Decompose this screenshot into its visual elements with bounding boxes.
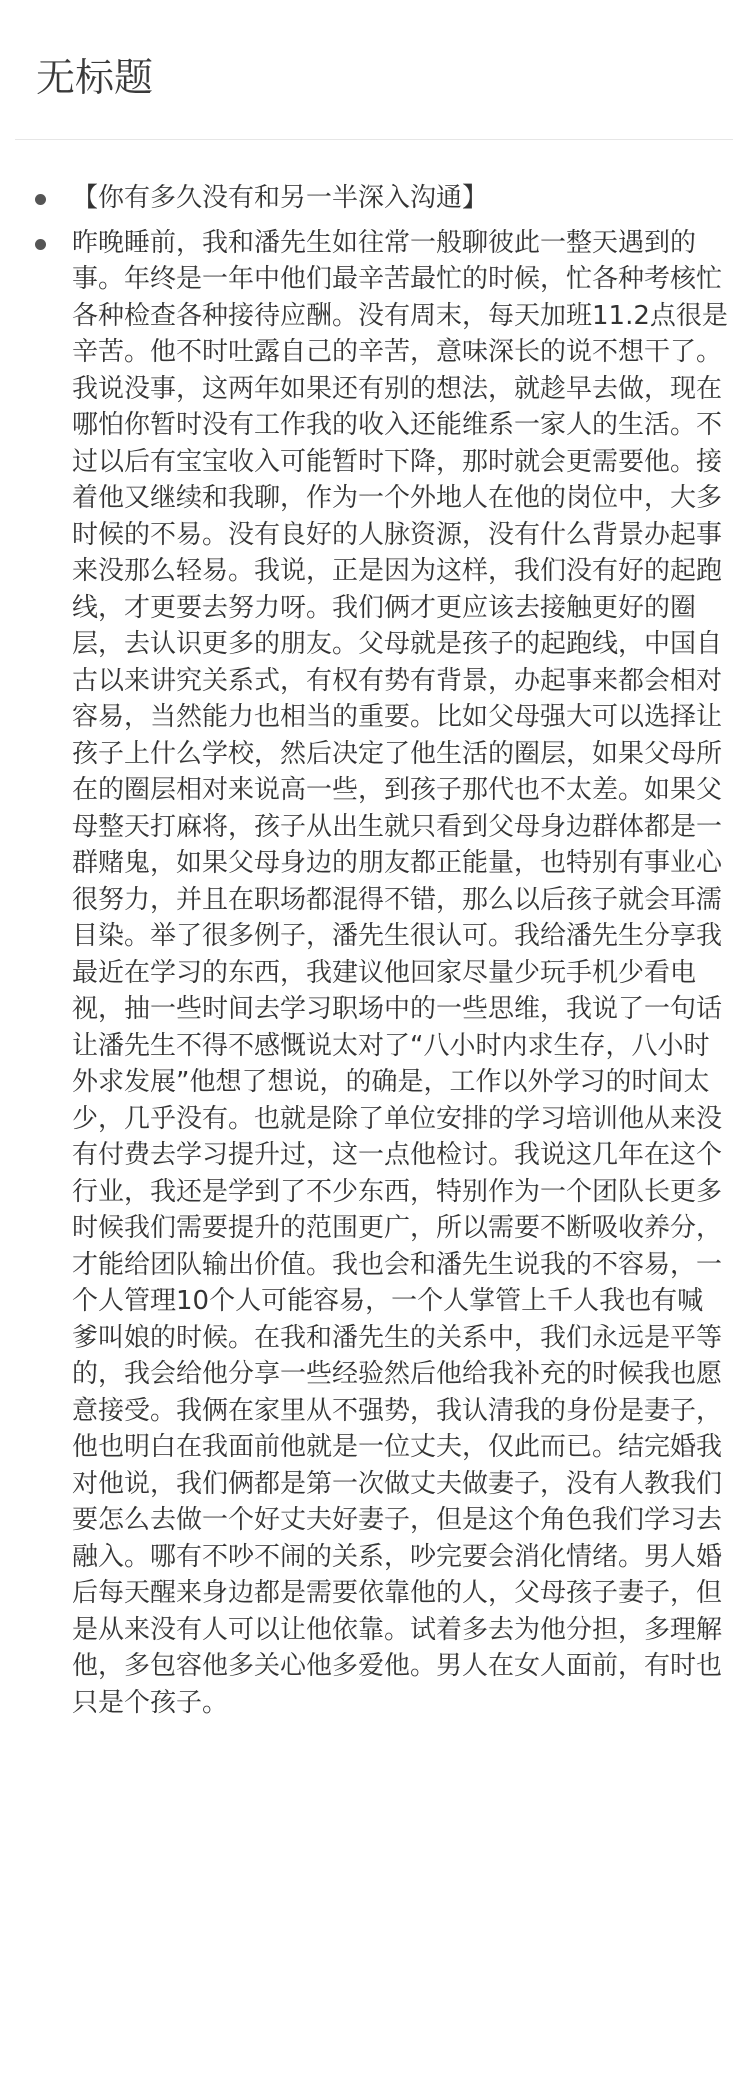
page-title: 无标题: [36, 56, 154, 101]
bullet-dot-icon: [35, 239, 46, 250]
title-divider: [15, 139, 733, 140]
bullet-dot-icon: [35, 194, 46, 205]
list-item-text: 昨晚睡前，我和潘先生如往常一般聊彼此一整天遇到的事。年终是一年中他们最辛苦最忙的时候，忙各种考核忙各种检查各种接待应酬。没有周末，每天加班11.2点很是辛苦。他不时吐露自己的辛苦，意味深长的说不想干了。我说没事，这两年如果还有别的想法，就趁早去做，现在哪怕你暂时没有工作我的收入还能维系一家人的生活。不过以后有宝宝收入可能暂时下降，那时就会更需要他。接着他又继续和我聊，作为一个外地人在他的岗位中，大多时候的不易。没有良好的人脉资源，没有什么背景办起事来没那么轻易。我说，正是因为这样，我们没有好的起跑线，才更要去努力呀。我们俩才更应该去接触更好的圈层，去认识更多的朋友。父母就是孩子的起跑线，中国自古以来讲究关系式，有权有势有背景，办起事来都会相对容易，当然能力也相当的重要。比如父母强大可以选择让孩子上什么学校，然后决定了他生活的圈层，如果父母所在的圈层相对来说高一些，到孩子那代也不太差。如果父母整天打麻将，孩子从出生就只看到父母身边群体都是一群赌鬼，如果父母身边的朋友都正能量，也特别有事业心很努力，并且在职场都混得不错，那么以后孩子就会耳濡目染。举了很多例子，潘先生很认可。我给潘先生分享我最近在学习的东西，我建议他回家尽量少玩手机少看电视，抽一些时间去学习职场中的一些思维，我说了一句话让潘先生不得不感慨说太对了“八小时内求生存，八小时外求发展”他想了想说，的确是，工作以外学习的时间太少，几乎没有。也就是除了单位安排的学习培训他从来没有付费去学习提升过，这一点他检讨。我说这几年在这个行业，我还是学到了不少东西，特别作为一个团队长更多时候我们需要提升的范围更广，所以需要不断吸收养分，才能给团队输出价值。我也会和潘先生说我的不容易，一个人管理10个人可能容易，一个人掌管上千人我也有喊爹叫娘的时候。在我和潘先生的关系中，我们永远是平等的，我会给他分享一些经验然后他给我补充的时候我也愿意接受。我俩在家里从不强势，我认清我的身份是妻子，他也明白在我面前他就是一位丈夫，仅此而已。结完婚我对他说，我们俩都是第一次做丈夫做妻子，没有人教我们要怎么去做一个好丈夫好妻子，但是这个角色我们学习去融入。哪有不吵不闹的关系，吵完要会消化情绪。男人婚后每天醒来身边都是需要依靠他的人，父母孩子妻子，但是从来没有人可以让他依靠。试着多去为他分担，多理解他，多包容他多关心他多爱他。男人在女人面前，有时也只是个孩子。: [72, 227, 728, 1718]
list-item-heading: [0, 180, 750, 217]
list-item-body: [0, 225, 750, 1722]
list-item-text: 【你有多久没有和另一半深入沟通】: [72, 183, 489, 213]
bullet-list: [0, 180, 750, 1721]
